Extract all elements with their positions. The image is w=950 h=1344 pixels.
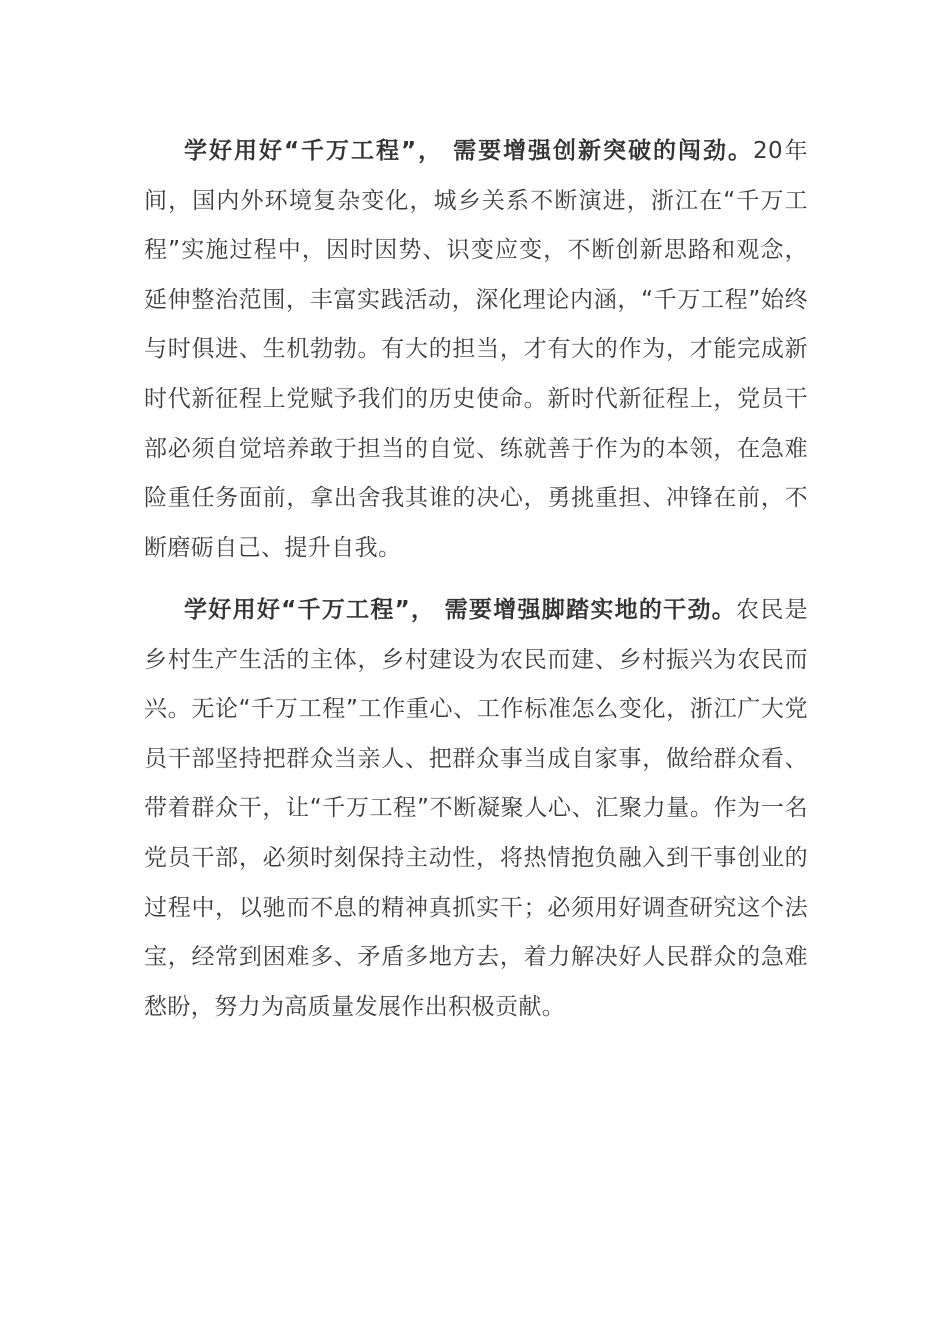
paragraph-lead: 学好用好“千万工程”， 需要增强创新突破的闯劲。: [184, 138, 753, 164]
paragraph-down-to-earth: [144, 586, 808, 1032]
paragraph-body: 农民是乡村生产生活的主体，乡村建设为农民而建、乡村振兴为农民而兴。无论“千万工程”工作重心、工作标准怎么变化，浙江广大党员干部坚持把群众当亲人、把群众事当成自家事，做给群众看、带着群众干，让“千万工程”不断凝聚人心、汇聚力量。作为一名党员干部，必须时刻保持主动性，将热情抱负融入到干事创业的过程中，以驰而不息的精神真抓实干；必须用好调查研究这个法宝，经常到困难多、矛盾多地方去，着力解决好人民群众的急难愁盼，努力为高质量发展作出积极贡献。: [144, 597, 808, 1020]
paragraph-body: 20年间，国内外环境复杂变化，城乡关系不断演进，浙江在“千万工程”实施过程中，因时因势、识变应变，不断创新思路和观念，延伸整治范围，丰富实践活动，深化理论内涵，“千万工程”始终与时俱进、生机勃勃。有大的担当，才有大的作为，才能完成新时代新征程上党赋予我们的历史使命。新时代新征程上，党员干部必须自觉培养敢于担当的自觉、练就善于作为的本领，在急难险重任务面前，拿出舍我其谁的决心，勇挑重担、冲锋在前，不断磨砺自己、提升自我。: [144, 138, 809, 561]
paragraph-lead: 学好用好“千万工程”， 需要增强脚踏实地的干劲。: [184, 597, 737, 623]
paragraph-innovation: [144, 127, 808, 573]
